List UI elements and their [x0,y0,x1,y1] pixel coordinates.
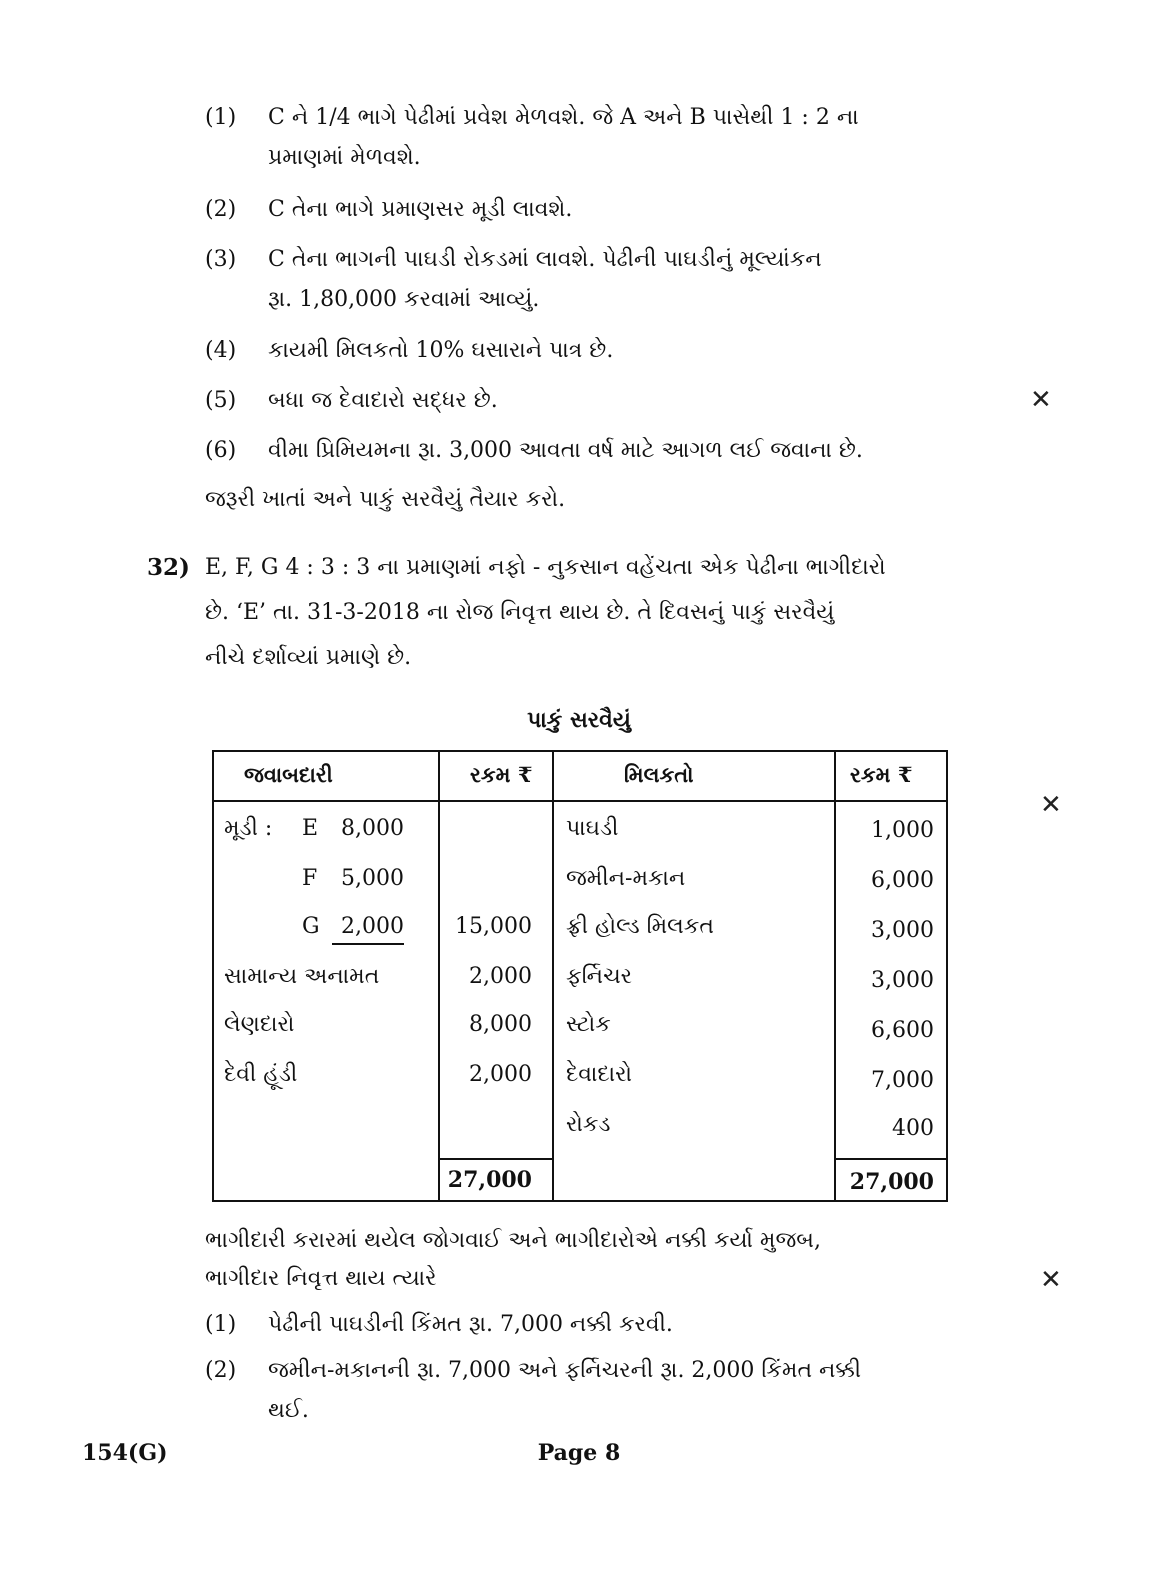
asset-label: રોકડ [566,1112,611,1137]
column-divider [834,752,836,1200]
condition-text: C તેના ભાગે પ્રમાણસર મૂડી લાવશે. [268,197,573,222]
paper-code: 154(G) [82,1440,168,1466]
asset-label: દેવાદારો [566,1062,632,1087]
condition-number: (4) [205,338,237,363]
condition-text: પેઢીની પાઘડીની કિંમત રૂા. 7,000 નક્કી કરવી. [268,1312,673,1337]
balance-sheet-table [212,750,948,1202]
liability-label: સામાન્ય અનામત [224,964,380,989]
condition-text: જમીન-મકાનની રૂા. 7,000 અને ફર્નિચરની રૂા. 2,000 કિંમત નક્કી [268,1358,862,1383]
column-divider [552,752,554,1200]
header-amount: રકમ ₹ [470,762,533,787]
liability-amount: 8,000 [469,1012,532,1037]
liability-label: દેવી હૂંડી [224,1062,298,1087]
partner-name: G [302,914,320,939]
question-text: E, F, G 4 : 3 : 3 ના પ્રમાણમાં નફો - નુકસાન વહેંચતા એક પેઢીના ભાગીદારો [205,555,886,580]
question-text: છે. ‘E’ તા. 31-3-2018 ના રોજ નિવૃત્ત થાય છે. તે દિવસનું પાકું સરવૈયું [205,600,835,625]
page-number: Page 8 [537,1440,621,1466]
condition-number: (3) [205,247,237,272]
condition-number: (2) [205,1358,237,1383]
asset-amount: 6,000 [871,868,934,893]
asset-amount: 7,000 [871,1068,934,1093]
question-text: નીચે દર્શાવ્યાં પ્રમાણે છે. [205,645,412,670]
asset-amount: 3,000 [871,918,934,943]
condition-text: વીમા પ્રિમિયમના રૂા. 3,000 આવતા વર્ષ માટે આગળ લઈ જવાના છે. [268,438,863,463]
total-rule [438,1158,554,1160]
condition-text: C તેના ભાગની પાઘડી રોકડમાં લાવશે. પેઢીની પાઘડીનું મૂલ્યાંકન [268,247,822,272]
header-assets: મિલકતો [624,762,694,787]
liability-amount: 2,000 [469,964,532,989]
partner-name: F [302,866,318,891]
liabilities-total: 27,000 [447,1167,532,1193]
asset-label: ફર્નિચર [566,964,633,989]
capital-total: 15,000 [455,914,532,939]
condition-text: પ્રમાણમાં મેળવશે. [268,145,421,170]
capital-label: મૂડી : [224,816,273,841]
condition-number: (2) [205,197,237,222]
scan-mark-icon: ✕ [1040,1265,1062,1295]
partner-capital: 2,000 [332,912,404,945]
paragraph-text: ભાગીદાર નિવૃત્ત થાય ત્યારે [205,1266,437,1291]
partner-capital: 8,000 [341,816,404,841]
liability-label: લેણદારો [224,1012,295,1037]
condition-text: થઈ. [268,1398,309,1423]
scan-mark-icon: ✕ [1030,385,1052,415]
liability-amount: 2,000 [469,1062,532,1087]
paragraph-text: ભાગીદારી કરારમાં થયેલ જોગવાઈ અને ભાગીદારોએ નક્કી કર્યા મુજબ, [205,1228,821,1253]
asset-amount: 1,000 [871,818,934,843]
condition-number: (5) [205,388,237,413]
condition-text: કાયમી મિલકતો 10% ઘસારાને પાત્ર છે. [268,338,614,363]
asset-amount: 6,600 [871,1018,934,1043]
condition-number: (6) [205,438,237,463]
header-liabilities: જવાબદારી [244,762,333,787]
asset-label: ફ્રી હોલ્ડ મિલકત [566,914,714,939]
instruction-text: જરૂરી ખાતાં અને પાકું સરવૈયું તૈયાર કરો. [205,487,566,512]
asset-amount: 3,000 [871,968,934,993]
table-title: પાકું સરવૈયું [527,707,631,733]
condition-number: (1) [205,1312,237,1337]
asset-label: જમીન-મકાન [566,866,686,891]
header-divider [214,800,946,802]
partner-name: E [302,816,319,841]
question-number: 32) [147,554,190,581]
asset-amount: 400 [892,1116,934,1141]
header-amount: રકમ ₹ [850,762,913,787]
assets-total: 27,000 [849,1169,934,1195]
scan-mark-icon: ✕ [1040,790,1062,820]
condition-text: રૂા. 1,80,000 કરવામાં આવ્યું. [268,287,540,312]
condition-number: (1) [205,105,237,130]
asset-label: પાઘડી [566,816,619,841]
total-rule [834,1158,948,1160]
condition-text: બધા જ દેવાદારો સદ્ધર છે. [268,388,498,413]
partner-capital: 5,000 [341,866,404,891]
condition-text: C ને 1/4 ભાગે પેઢીમાં પ્રવેશ મેળવશે. જે A અને B પાસેથી 1 : 2 ના [268,105,859,130]
asset-label: સ્ટોક [566,1012,611,1037]
